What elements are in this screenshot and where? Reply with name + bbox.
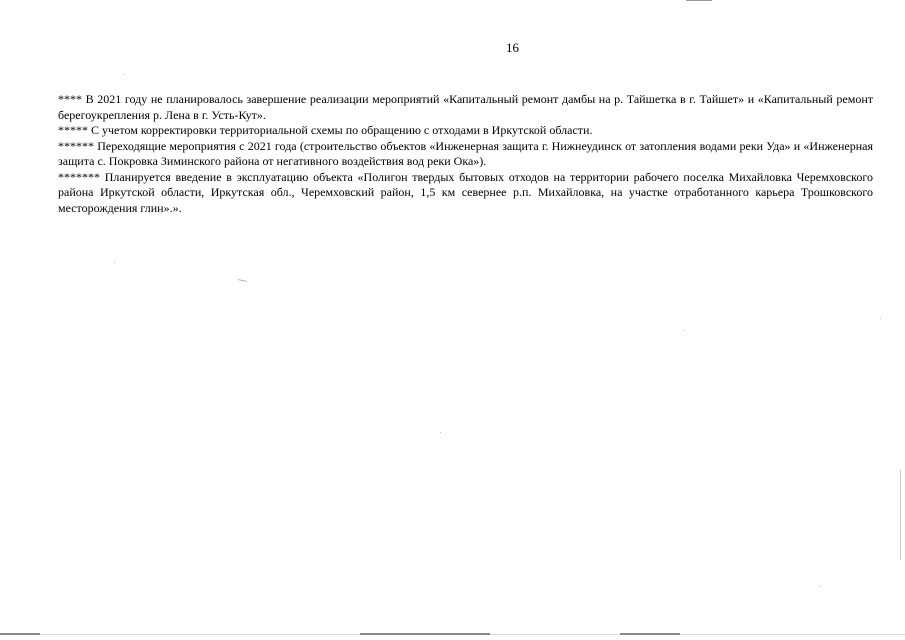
scan-artifact-bottom-segment xyxy=(360,633,490,635)
footnote-5-stars: ***** С учетом корректировки территориальной схемы по обращению с отходами в Иркутской области. xyxy=(58,123,593,137)
scan-dust xyxy=(114,262,115,263)
scan-artifact-tick xyxy=(238,279,247,282)
scan-artifact-top xyxy=(686,0,712,1)
scan-artifact-bottom-segment xyxy=(620,633,680,635)
scan-artifact-right-edge xyxy=(900,470,901,560)
page-number: 16 xyxy=(506,40,519,55)
footnote-6-stars: ****** Переходящие мероприятия с 2021 года (строительство объектов «Инженерная защита г. Нижнеудинск от затопления водами реки Уда» и «Инженерная защита с. Покровка Зиминского района от негативного воздействия вод реки Ока»). xyxy=(58,138,873,168)
footnote-7-stars: ******* Планируется введение в эксплуатацию объекта «Полигон твердых бытовых отходов на территории рабочего поселка Михайловка Черемховского района Иркутской области, Иркутская обл., Черемховский район, 1,5 км севернее р.п. Михайловка, на участке отработанного карьера Трошковского месторождения глин».». xyxy=(58,169,873,215)
scan-artifact-bottom-segment xyxy=(0,633,40,635)
scan-dust xyxy=(820,586,821,587)
scan-dust xyxy=(440,432,441,433)
footnote-4-stars: **** В 2021 году не планировалось завершение реализации мероприятий «Капитальный ремонт дамбы на р. Тайшетка в г. Тайшет» и «Капитальный ремонт берегоукрепления р. Лена в г. Усть-Кут». xyxy=(58,92,873,122)
scan-dust xyxy=(123,74,124,75)
scan-dust xyxy=(683,330,684,331)
footnotes-block xyxy=(58,92,873,216)
scan-dust xyxy=(880,318,881,319)
